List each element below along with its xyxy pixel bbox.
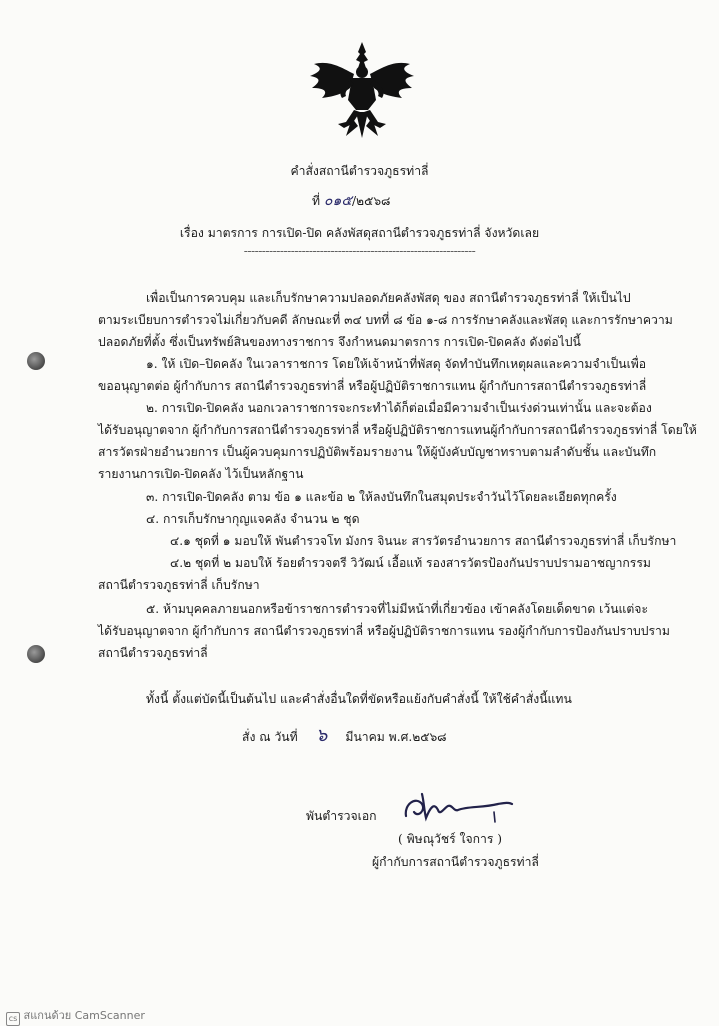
order-number-handwritten: ๐๑๕: [323, 193, 352, 209]
garuda-emblem: [302, 38, 422, 143]
item-3: ๓. การเปิด-ปิดคลัง ตาม ข้อ ๑ และข้อ ๒ ให้ลงบันทึกในสมุดประจำวันไว้โดยละเอียดทุกครั้ง: [146, 490, 617, 504]
intro-line-2: ตามระเบียบการตำรวจไม่เกี่ยวกับคดี ลักษณะที่ ๓๔ บทที่ ๘ ข้อ ๑-๘ การรักษาคลังและพัสดุ และการรักษาความ: [98, 313, 673, 327]
signer-rank: พันตำรวจเอก: [306, 809, 377, 823]
intro-line-1: เพื่อเป็นการควบคุม และเก็บรักษาความปลอดภัยคลังพัสดุ ของ สถานีตำรวจภูธรท่าลี่ ให้เป็นไป: [146, 291, 631, 305]
item-4-2-line-2: สถานีตำรวจภูธรท่าลี่ เก็บรักษา: [98, 578, 260, 592]
item-2-line-3: สารวัตรฝ่ายอำนวยการ เป็นผู้ควบคุมการปฏิบัติพร้อมรายงาน ให้ผู้บังคับบัญชาทราบตามลำดับชั้น และบันทึก: [98, 445, 657, 459]
subject-separator: ----------------------------------------------------------------: [243, 244, 476, 258]
date-prefix: สั่ง ณ วันที่: [242, 730, 298, 744]
date-day-handwritten: ๖: [315, 725, 328, 746]
item-5-line-3: สถานีตำรวจภูธรท่าลี่: [98, 646, 208, 660]
closing-statement: ทั้งนี้ ตั้งแต่บัดนี้เป็นต้นไป และคำสั่งอื่นใดที่ขัดหรือแย้งกับคำสั่งนี้ ให้ใช้คำสั่งนี้แทน: [146, 692, 572, 706]
item-2-line-4: รายงานการเปิด-ปิดคลัง ไว้เป็นหลักฐาน: [98, 467, 304, 481]
signer-position: ผู้กำกับการสถานีตำรวจภูธรท่าลี่: [372, 855, 539, 869]
order-number-year: /๒๕๖๘: [351, 194, 391, 208]
scanner-label: สแกนด้วย CamScanner: [23, 1009, 145, 1022]
punch-hole-top: [27, 352, 45, 370]
order-title: คำสั่งสถานีตำรวจภูธรท่าลี่: [290, 164, 429, 178]
item-4-1: ๔.๑ ชุดที่ ๑ มอบให้ พันตำรวจโท มังกร จินนะ สารวัตรอำนวยการ สถานีตำรวจภูธรท่าลี่ เก็บรักษา: [170, 534, 677, 548]
order-subject: เรื่อง มาตรการ การเปิด-ปิด คลังพัสดุสถานีตำรวจภูธรท่าลี่ จังหวัดเลย: [179, 226, 540, 240]
scanner-watermark: [6, 1006, 145, 1026]
order-number: [312, 193, 390, 209]
item-4: ๔. การเก็บรักษากุญแจคลัง จำนวน ๒ ชุด: [146, 512, 360, 526]
item-2-line-1: ๒. การเปิด-ปิดคลัง นอกเวลาราชการจะกระทำได้ก็ต่อเมื่อมีความจำเป็นเร่งด่วนเท่านั้น และจะต้อง: [146, 401, 652, 415]
item-2-line-2: ได้รับอนุญาตจาก ผู้กำกับการสถานีตำรวจภูธรท่าลี่ หรือผู้ปฏิบัติราชการแทนผู้กำกับการสถานีตำรวจภูธรท่าลี่ โดยให้: [98, 423, 697, 437]
item-1-line-1: ๑. ให้ เปิด–ปิดคลัง ในเวลาราชการ โดยให้เจ้าหน้าที่พัสดุ จัดทำบันทึกเหตุผลและความจำเป็นเพื่อ: [146, 357, 647, 371]
signer-name: ( พิษณุวัชร์ ใจการ ): [398, 832, 503, 846]
item-4-2-line-1: ๔.๒ ชุดที่ ๒ มอบให้ ร้อยตำรวจตรี วิวัฒน์ เอื้อแท้ รองสารวัตรป้องกันปราบปรามอาชญากรรม: [170, 556, 651, 570]
item-5-line-1: ๕. ห้ามบุคคลภายนอกหรือข้าราชการตำรวจที่ไม่มีหน้าที่เกี่ยวข้อง เข้าคลังโดยเด็ดขาด เว้นแต่จะ: [146, 602, 648, 616]
intro-line-3: ปลอดภัยที่ตั้ง ซึ่งเป็นทรัพย์สินของทางราชการ จึงกำหนดมาตรการ การเปิด-ปิดคลัง ดังต่อไปนี้: [98, 335, 581, 349]
punch-hole-bottom: [27, 645, 45, 663]
date-line: [242, 725, 447, 746]
date-suffix: มีนาคม พ.ศ.๒๕๖๘: [345, 730, 447, 744]
item-1-line-2: ขออนุญาตต่อ ผู้กำกับการ สถานีตำรวจภูธรท่าลี่ หรือผู้ปฏิบัติราชการแทน ผู้กำกับการสถานีตำรวจภูธรท่าลี่: [98, 379, 647, 393]
handwritten-signature: [398, 786, 528, 828]
camscanner-icon: cs: [6, 1012, 20, 1026]
order-number-prefix: ที่: [312, 194, 321, 208]
item-5-line-2: ได้รับอนุญาตจาก ผู้กำกับการ สถานีตำรวจภูธรท่าลี่ หรือผู้ปฏิบัติราชการแทน รองผู้กำกับการป้องกันปราบปราม: [98, 624, 670, 638]
